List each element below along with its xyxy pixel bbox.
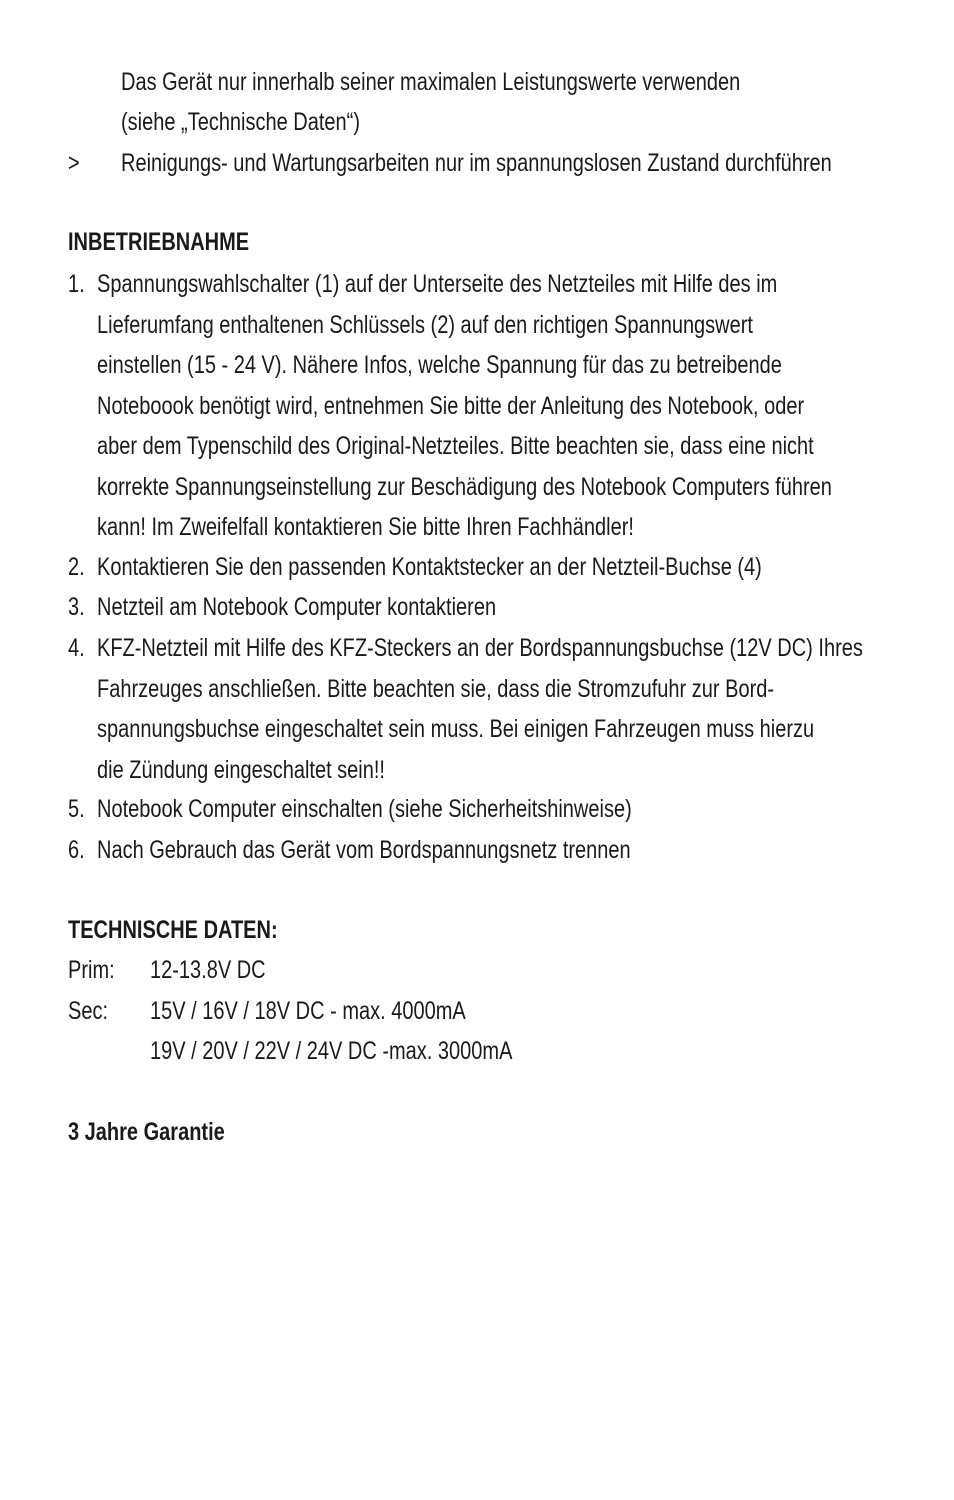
step-line: aber dem Typenschild des Original-Netzteiles. Bitte beachten sie, dass eine nicht xyxy=(97,432,814,460)
step-line: kann! Im Zweifelfall kontaktieren Sie bitte Ihren Fachhändler! xyxy=(97,513,634,541)
safety-continuation-line-1: Das Gerät nur innerhalb seiner maximalen Leistungswerte verwenden xyxy=(121,68,741,96)
step-line: spannungsbuchse eingeschaltet sein muss. Bei einigen Fahrzeugen muss hierzu xyxy=(97,715,815,743)
step-number: 6. xyxy=(68,836,85,864)
step-number: 3. xyxy=(68,593,85,621)
step-1-text xyxy=(97,264,832,548)
step-line: korrekte Spannungseinstellung zur Beschädigung des Notebook Computers führen xyxy=(97,472,832,501)
safety-bullet-text: Reinigungs- und Wartungsarbeiten nur im spannungslosen Zustand durchführen xyxy=(121,149,832,177)
step-line: Fahrzeuges anschließen. Bitte beachten sie, dass die Stromzufuhr zur Bord- xyxy=(97,674,775,703)
step-4-text xyxy=(97,628,863,790)
step-line: einstellen (15 - 24 V). Nähere Infos, welche Spannung für das zu betreibende xyxy=(97,351,782,379)
step-2-text xyxy=(97,547,762,588)
safety-continuation-line-2: (siehe „Technische Daten“) xyxy=(121,108,360,136)
step-5-text xyxy=(97,789,632,830)
step-number: 2. xyxy=(68,553,85,581)
step-number: 4. xyxy=(68,634,85,662)
step-line: Spannungswahlschalter (1) auf der Unterseite des Netzteiles mit Hilfe des im xyxy=(97,270,778,298)
step-line: Nach Gebrauch das Gerät vom Bordspannungsnetz trennen xyxy=(97,836,631,864)
sec-value-1: 15V / 16V / 18V DC - max. 4000mA xyxy=(150,997,466,1025)
step-3-text xyxy=(97,587,496,628)
step-6-text xyxy=(97,830,631,871)
step-line: KFZ-Netzteil mit Hilfe des KFZ-Steckers an der Bordspannungsbuchse (12V DC) Ihres xyxy=(97,634,863,662)
section-heading-garantie: 3 Jahre Garantie xyxy=(68,1118,225,1146)
step-line: Noteboook benötigt wird, entnehmen Sie bitte der Anleitung des Notebook, oder xyxy=(97,391,805,420)
step-number: 5. xyxy=(68,795,85,823)
section-heading-technische-daten: TECHNISCHE DATEN: xyxy=(68,916,278,944)
step-line: Notebook Computer einschalten (siehe Sicherheitshinweise) xyxy=(97,795,632,823)
sec-label: Sec: xyxy=(68,997,109,1025)
step-line: Netzteil am Notebook Computer kontaktieren xyxy=(97,593,497,621)
prim-value: 12-13.8V DC xyxy=(150,956,266,984)
step-line: Lieferumfang enthaltenen Schlüssels (2) auf den richtigen Spannungswert xyxy=(97,310,753,339)
step-line: die Zündung eingeschaltet sein!! xyxy=(97,755,385,784)
sec-value-2: 19V / 20V / 22V / 24V DC -max. 3000mA xyxy=(150,1037,513,1065)
bullet-marker: > xyxy=(68,149,80,177)
prim-label: Prim: xyxy=(68,956,115,984)
step-number: 1. xyxy=(68,270,85,298)
step-line: Kontaktieren Sie den passenden Kontaktstecker an der Netzteil-Buchse (4) xyxy=(97,553,762,581)
section-heading-inbetriebnahme: INBETRIEBNAHME xyxy=(68,228,250,256)
